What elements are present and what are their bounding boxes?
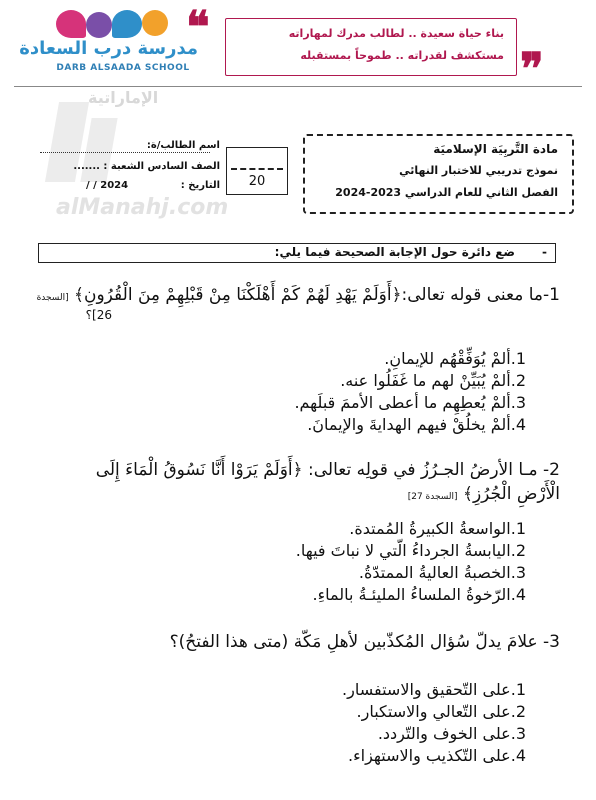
motto-box — [225, 18, 517, 76]
instruction-dash: - — [542, 245, 547, 259]
subject-title: مادة التَّربِيَة الإسلاميَة — [433, 142, 558, 156]
logo-shape-pink — [56, 10, 86, 38]
question-reference: [السجدة — [36, 293, 69, 303]
option-3[interactable]: 3.ألمْ يُعطِهِم ما أعطى الأممَ قبلَهم. — [294, 393, 526, 412]
question-1-continuation: 26]؟ — [85, 308, 112, 322]
option-3[interactable]: 3.على الخوف والتّردد. — [377, 724, 526, 743]
exam-info-box — [303, 134, 574, 214]
option-3[interactable]: 3.الخصبةُ العاليةُ الممتدّةُ. — [358, 563, 526, 582]
instruction-box — [38, 243, 556, 263]
option-2[interactable]: 2.اليابسةُ الجرداءُ الّتي لا نباتَ فيها. — [295, 541, 526, 560]
option-1[interactable]: 1.ألمْ يُوَفِّقْهُم للإيمانِ. — [384, 349, 526, 368]
option-4[interactable]: 4.الرّخوةُ الملساءُ المليئـةُ بالماءِ. — [312, 585, 526, 604]
question-2: 2- مـا الأرضُ الجـرُزُ في قولِه تعالى: ﴿أَوَلَمْ يَرَوْا أَنَّا نَسُوقُ الْمَاءَ إِلَى — [95, 460, 560, 480]
instruction-text: ضع دائرة حول الإجابة الصحيحة فيما يلي: — [274, 245, 515, 259]
school-name-ar: مدرسة درب السعادة — [19, 38, 198, 59]
quote-mark-bottom: ❞ — [520, 44, 544, 95]
exam-term: الفصل الثاني للعام الدراسي 2023-2024 — [335, 186, 558, 199]
exam-model: نموذج تدريبي للاختبار النهائي — [399, 164, 558, 177]
option-4[interactable]: 4.على التّكذيب والاستهزاء. — [348, 746, 526, 765]
question-3: 3- علامَ يدلّ سُؤال المُكذّبين لأهلِ مَكّة (متى هذا الفتحُ)؟ — [169, 632, 560, 652]
logo-shape-blue — [112, 10, 142, 38]
motto-line-1: بناء حياة سعيدة .. لطالب مدرك لمهاراته — [288, 27, 504, 40]
quote-mark-top: ❝ — [186, 2, 210, 53]
option-4[interactable]: 4.ألمْ يخلُقْ فيهم الهدايةَ والإيمانَ. — [307, 415, 526, 434]
student-name-field[interactable] — [40, 152, 210, 153]
watermark-text-ar: الإماراتية — [88, 88, 159, 107]
score-box — [226, 147, 288, 195]
question-text: 1-ما معنى قوله تعالى:﴿أَوَلَمْ يَهْدِ لَهُمْ كَمْ أَهْلَكْنَا مِنْ قَبْلِهِمْ مِنَ الْقُرُونِ﴾ — [74, 285, 560, 305]
school-name-en: DARB ALSAADA SCHOOL — [56, 63, 190, 73]
header-divider — [14, 86, 582, 87]
option-2[interactable]: 2.على التّعالي والاستكبار. — [356, 702, 526, 721]
question-text: الْأَرْضِ الْجُرُزِ﴾ — [462, 484, 560, 504]
date-label: التاريخ : — [180, 180, 220, 191]
question-2-continuation — [408, 483, 560, 504]
watermark-text-en: alManahj.com — [56, 195, 229, 220]
question-reference: [السجدة 27] — [407, 492, 458, 502]
motto-line-2: مستكشف لقدراته .. طموحاً بمستقبله — [300, 49, 504, 62]
score-total: 20 — [248, 174, 266, 189]
grade-label: الصف السادس الشعبة : ....... — [73, 161, 220, 172]
option-1[interactable]: 1.على التّحقيق والاستفسار. — [342, 680, 526, 699]
score-divider — [231, 168, 283, 170]
logo-shape-purple — [86, 12, 112, 38]
watermark-shape — [80, 118, 117, 182]
logo-shape-orange — [142, 10, 168, 36]
option-2[interactable]: 2.ألمْ يُبَيِّنْ لهم ما غَفَلُوا عنه. — [340, 371, 526, 390]
student-name-label: اسم الطالب/ة: — [146, 140, 220, 151]
question-1 — [37, 284, 560, 305]
date-value: / / 2024 — [86, 180, 129, 191]
option-1[interactable]: 1.الواسعةُ الكبيرةُ المُمتدة. — [349, 519, 526, 538]
